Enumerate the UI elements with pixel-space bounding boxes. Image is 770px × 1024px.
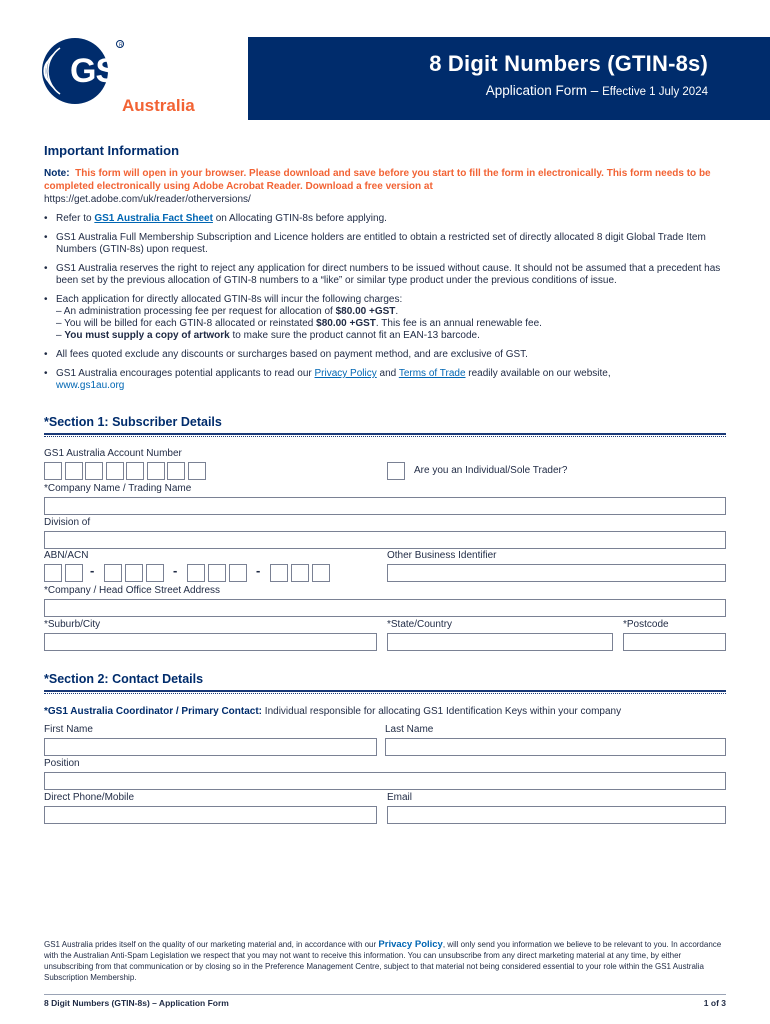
logo-brand-digit-overlay — [122, 52, 144, 90]
bullet-text: on Allocating GTIN-8s before applying. — [212, 213, 387, 224]
bullet-text: readily available on our website, — [465, 368, 611, 379]
website-link[interactable]: www.gs1au.org — [56, 380, 125, 391]
abn-digit-box[interactable] — [146, 564, 164, 582]
position-input[interactable] — [44, 772, 726, 790]
privacy-text: , will only send you information we believe to be relevant to you. In accordance with the Australian Anti-Spam Legislation we respect that you may not want to receive this information. You can unsubscribe from any direct marketing material at any time, by either unsubscribing from that communication or by closing so in the Preference Management Centre, subject to that material not being considered essential to your role within the GS1 Australia Subscription Membership. — [44, 940, 722, 982]
other-business-id-label: Other Business Identifier — [387, 550, 497, 561]
page-subtitle — [248, 83, 708, 98]
abn-digit-box[interactable] — [125, 564, 143, 582]
abn-digit-box[interactable] — [187, 564, 205, 582]
subtitle-text: Application Form – — [485, 83, 603, 98]
section1-divider — [44, 433, 726, 437]
privacy-policy-footer-link[interactable]: Privacy Policy — [378, 939, 443, 950]
abn-digit-box[interactable] — [208, 564, 226, 582]
account-digit-box[interactable] — [188, 462, 206, 480]
charge-line: . — [395, 306, 399, 317]
privacy-statement — [44, 939, 728, 983]
bullet-text: GS1 Australia Full Membership Subscription and Licence holders are entitled to obtain a restricted set of directly allocated 8 digit Global Trade Item Numbers (GTIN-8s) upon request. — [56, 232, 706, 255]
bullet-text: GS1 Australia reserves the right to reject any application for direct numbers to be issued without cause. It should not be assumed that a precedent has been set by the previous allocation of GTIN-8 numbers to a “like” or similar type product under the previous conditions of issue. — [56, 263, 721, 286]
info-bullet-list — [44, 213, 734, 399]
last-name-input[interactable] — [385, 738, 726, 756]
abn-digit-box[interactable] — [44, 564, 62, 582]
gs1-australia-logo — [40, 36, 210, 116]
fact-sheet-link[interactable]: GS1 Australia Fact Sheet — [94, 213, 213, 224]
abn-digit-box[interactable] — [229, 564, 247, 582]
charge-line: . This fee is an annual renewable fee. — [375, 318, 542, 329]
abn-separator: - — [173, 563, 178, 578]
list-item — [44, 213, 734, 225]
abn-separator: - — [256, 563, 261, 578]
artwork-requirement: You must supply a copy of artwork — [64, 330, 230, 341]
charge-line: – An administration processing fee per request for allocation of — [56, 306, 336, 317]
bullet-text: All fees quoted exclude any discounts or surcharges based on payment method, and are exclusive of GST. — [56, 349, 528, 360]
suburb-label: *Suburb/City — [44, 619, 101, 630]
account-digit-box[interactable] — [167, 462, 185, 480]
postcode-label: *Postcode — [623, 619, 669, 630]
list-item — [44, 232, 734, 256]
svg-text:R: R — [119, 42, 123, 49]
abn-digit-box[interactable] — [312, 564, 330, 582]
postcode-input[interactable] — [623, 633, 726, 651]
header-banner — [248, 37, 770, 120]
bullet-text: GS1 Australia encourages potential applicants to read our — [56, 368, 315, 379]
page-number: 1 of 3 — [703, 998, 726, 1008]
first-name-label: First Name — [44, 724, 93, 735]
phone-input[interactable] — [44, 806, 377, 824]
logo-location: Australia — [122, 96, 195, 115]
abn-acn-label: ABN/ACN — [44, 550, 89, 561]
charge-amount: $80.00 +GST — [316, 318, 376, 329]
email-input[interactable] — [387, 806, 726, 824]
note-text: This form will open in your browser. Please download and save before you start to fill the form in electronically. This form needs to be completed electronically using Adobe Acrobat Reader. Download a free version at — [44, 168, 711, 192]
position-label: Position — [44, 758, 80, 769]
division-label: Division of — [44, 517, 91, 528]
effective-date: Effective 1 July 2024 — [602, 86, 708, 98]
individual-label: Are you an Individual/Sole Trader? — [414, 465, 568, 476]
coordinator-desc: Individual responsible for allocating GS1 Identification Keys within your company — [262, 706, 622, 717]
bullet-text: Refer to — [56, 213, 95, 224]
abn-digit-box[interactable] — [291, 564, 309, 582]
bullet-text: Each application for directly allocated GTIN-8s will incur the following charges: — [56, 294, 403, 305]
footer-doc-title: 8 Digit Numbers (GTIN-8s) – Application Form — [44, 998, 229, 1008]
list-item — [44, 294, 734, 342]
account-digit-box[interactable] — [65, 462, 83, 480]
page-title: 8 Digit Numbers (GTIN-8s) — [429, 51, 708, 76]
important-info-heading: Important Information — [44, 143, 180, 158]
street-address-input[interactable] — [44, 599, 726, 617]
section2-title: *Section 2: Contact Details — [44, 672, 204, 686]
list-item — [44, 263, 734, 287]
account-number-label: GS1 Australia Account Number — [44, 448, 182, 459]
first-name-input[interactable] — [44, 738, 377, 756]
terms-of-trade-link[interactable]: Terms of Trade — [398, 368, 466, 379]
note-block — [44, 167, 734, 206]
section1-title: *Section 1: Subscriber Details — [44, 415, 222, 429]
company-name-label: *Company Name / Trading Name — [44, 483, 192, 494]
coordinator-label: *GS1 Australia Coordinator / Primary Contact: — [44, 706, 263, 717]
email-label: Email — [387, 792, 413, 803]
account-digit-box[interactable] — [44, 462, 62, 480]
division-input[interactable] — [44, 531, 726, 549]
note-label: Note: — [44, 168, 70, 179]
coordinator-description — [44, 706, 621, 717]
account-digit-box[interactable] — [85, 462, 103, 480]
abn-digit-box[interactable] — [104, 564, 122, 582]
abn-separator: - — [90, 563, 95, 578]
suburb-input[interactable] — [44, 633, 377, 651]
logo-brand-text: GS1 — [70, 52, 136, 90]
privacy-policy-link[interactable]: Privacy Policy — [314, 368, 377, 379]
list-item — [44, 349, 734, 361]
company-name-input[interactable] — [44, 497, 726, 515]
charge-line: – — [56, 330, 65, 341]
phone-label: Direct Phone/Mobile — [44, 792, 135, 803]
list-item — [44, 368, 734, 392]
other-business-id-input[interactable] — [387, 564, 726, 582]
last-name-label: Last Name — [385, 724, 434, 735]
street-address-label: *Company / Head Office Street Address — [44, 585, 221, 596]
account-digit-box[interactable] — [126, 462, 144, 480]
footer-divider — [44, 994, 726, 995]
privacy-text: GS1 Australia prides itself on the quality of our marketing material and, in accordance with our — [44, 940, 379, 949]
bullet-text: and — [376, 368, 399, 379]
account-digit-box[interactable] — [106, 462, 124, 480]
state-input[interactable] — [387, 633, 613, 651]
charge-line: – You will be billed for each GTIN-8 allocated or reinstated — [56, 318, 317, 329]
adobe-download-link[interactable]: https://get.adobe.com/uk/reader/otherversions/ — [44, 194, 251, 205]
abn-digit-box[interactable] — [65, 564, 83, 582]
state-label: *State/Country — [387, 619, 453, 630]
charge-line: to make sure the product cannot fit an EAN-13 barcode. — [229, 330, 480, 341]
abn-digit-box[interactable] — [270, 564, 288, 582]
section2-divider — [44, 690, 726, 694]
charge-amount: $80.00 +GST — [335, 306, 396, 317]
account-digit-box[interactable] — [147, 462, 165, 480]
individual-checkbox[interactable] — [387, 462, 405, 480]
